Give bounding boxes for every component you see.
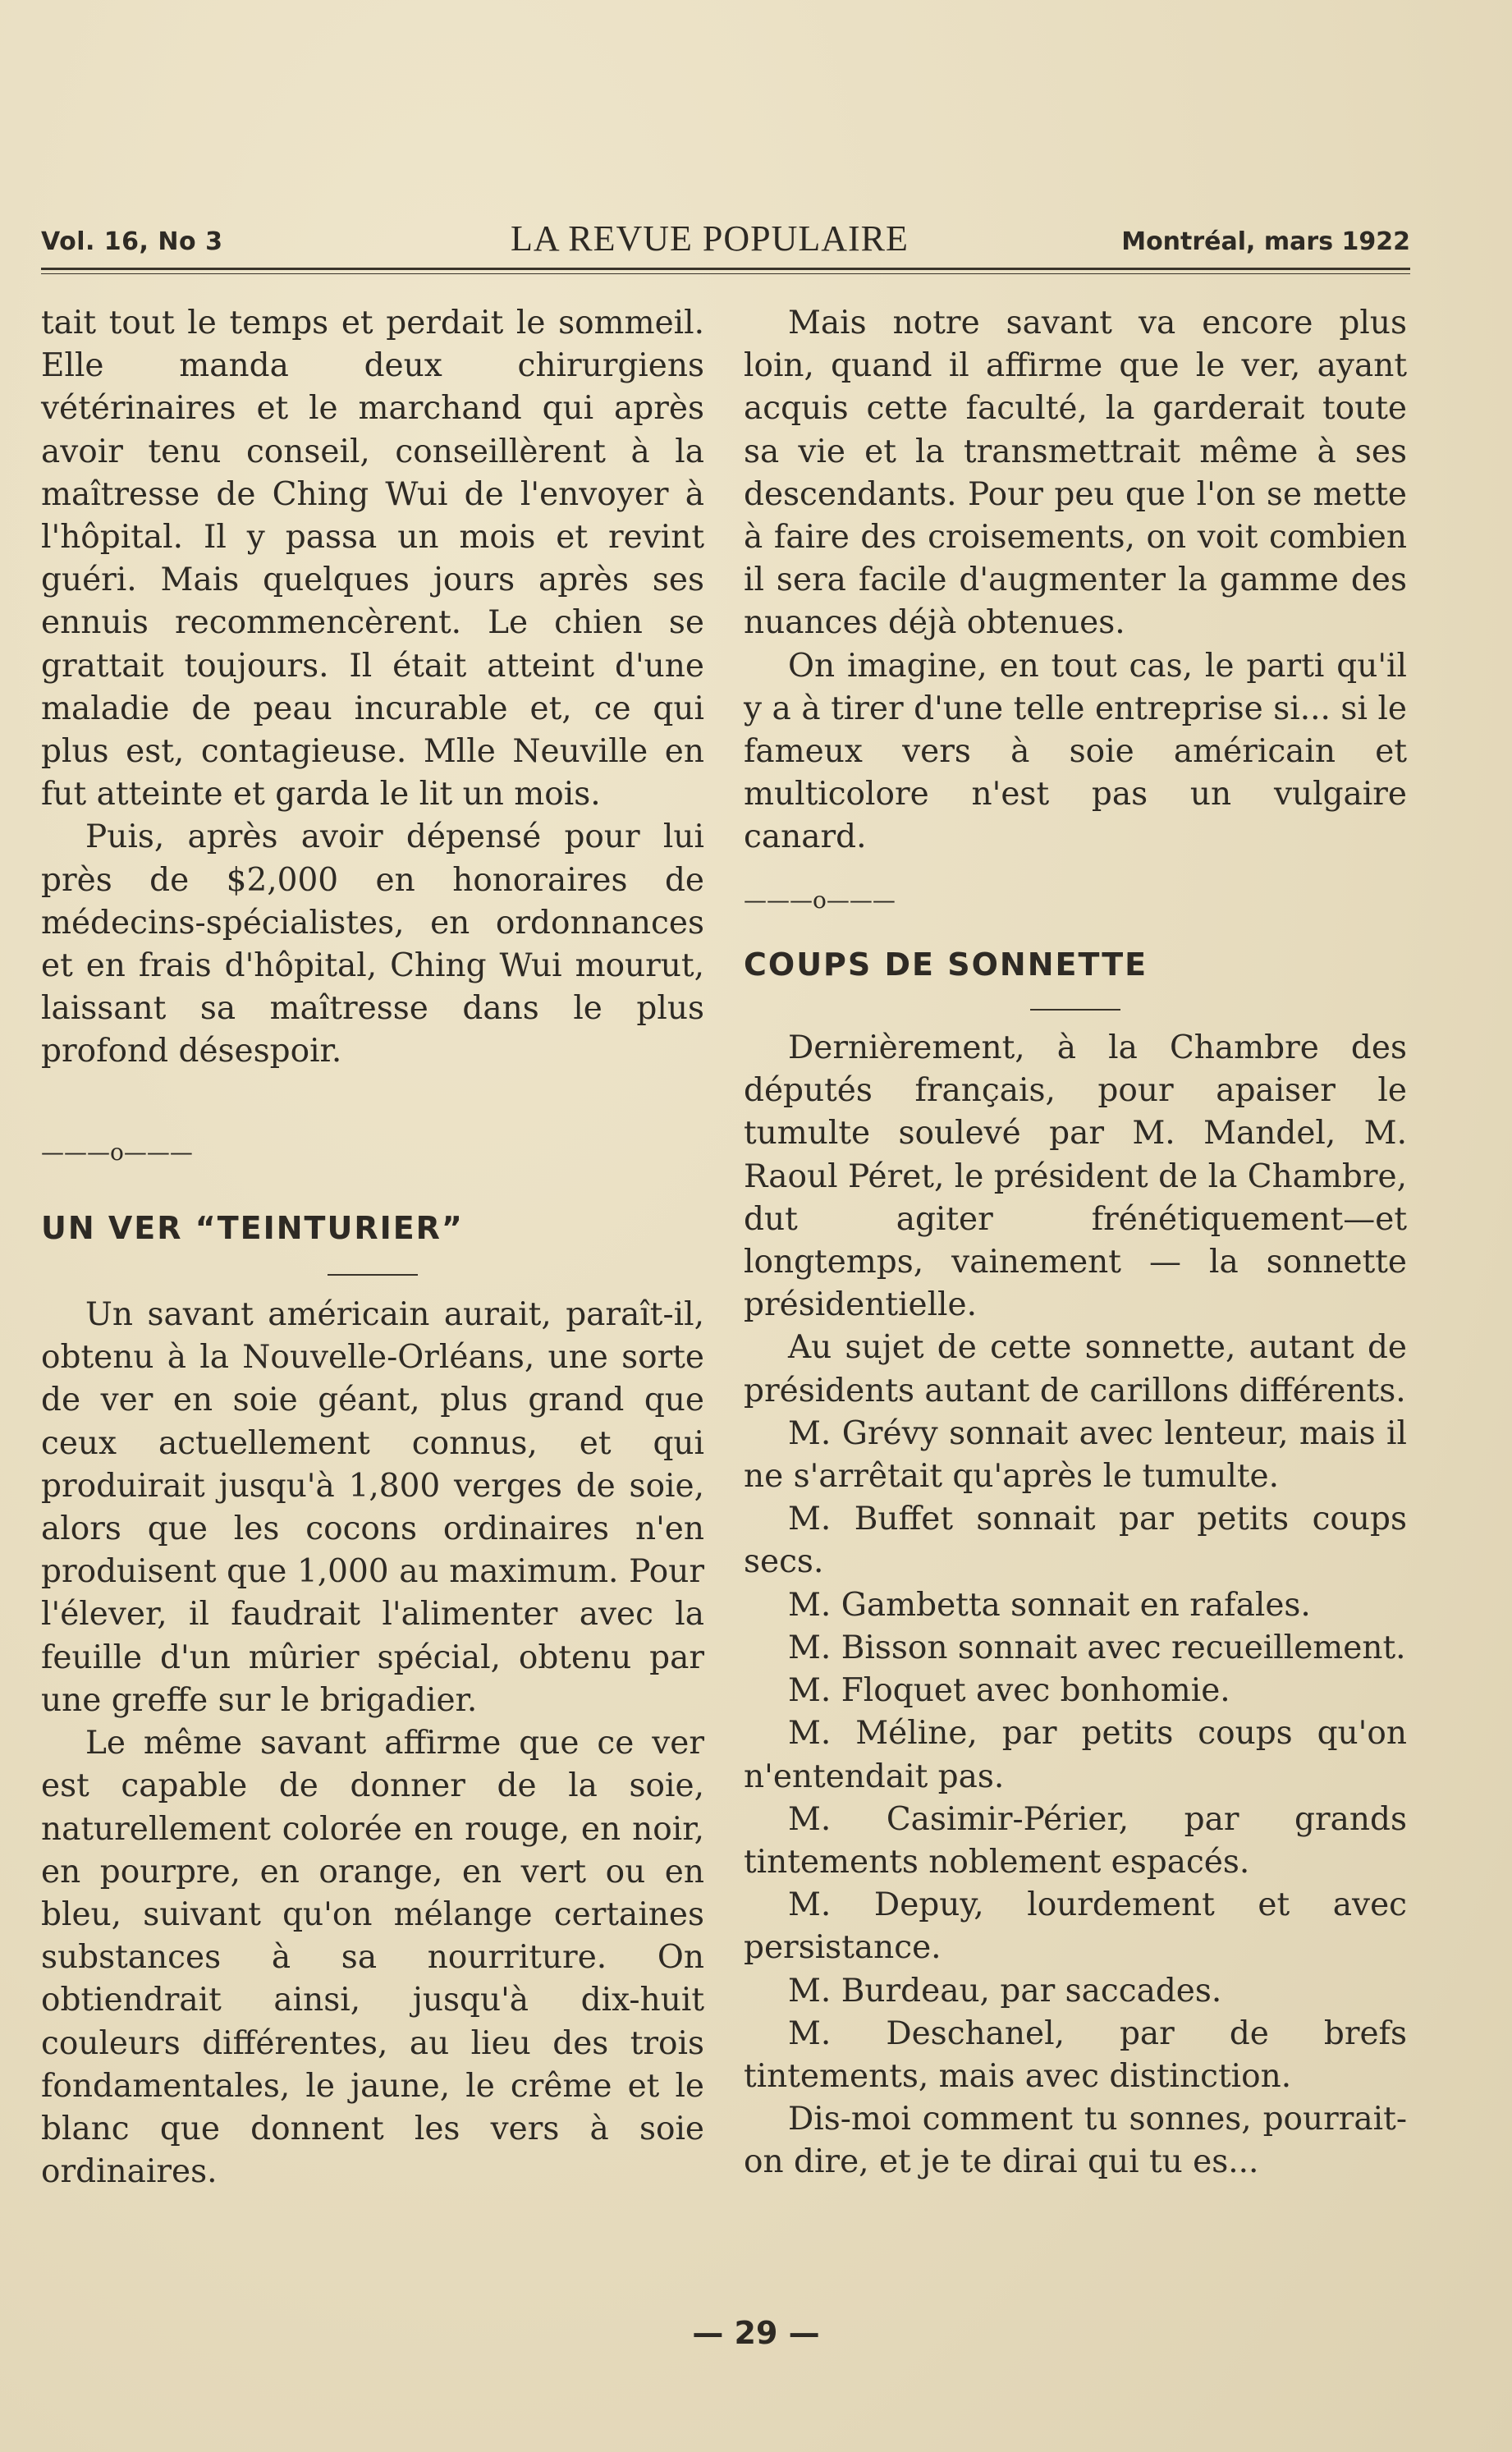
paragraph: Au sujet de cette sonnette, autant de présidents autant de carillons différents.: [744, 1329, 1407, 1409]
header-rule-thick: [41, 268, 1410, 270]
section-heading: COUPS DE SONNETTE: [744, 946, 1148, 983]
paragraph: Puis, après avoir dépensé pour lui près de $2,000 en honoraires de médecins-spécialistes, en ordonnances et en frais d'hôpital, Ching Wui mourut, laissant sa maîtresse dans le plus profond désespoir.: [41, 818, 704, 1070]
paragraph: Dernièrement, à la Chambre des députés français, pour apaiser le tumulte soulevé par M. Mandel, M. Raoul Péret, le président de la Chambre, dut agiter frénétiquement—et longtemps, vainement — la sonnette présidentielle.: [744, 1029, 1407, 1324]
paragraph: M. Deschanel, par de brefs tintements, mais avec distinction.: [744, 2014, 1407, 2095]
paragraph: M. Grévy sonnait avec lenteur, mais il ne s'arrêtait qu'après le tumulte.: [744, 1414, 1407, 1496]
left-column: [41, 302, 704, 2193]
publication-title: LA REVUE POPULAIRE: [511, 218, 909, 259]
section-divider: ———o———: [744, 886, 896, 914]
section-divider: ———o———: [41, 1138, 193, 1166]
paragraph: Mais notre savant va encore plus loin, quand il affirme que le ver, ayant acquis cette faculté, la garderait toute sa vie et la transmettrait même à ses descendants. Pour peu que l'on se mette à faire des croisements, on voit combien il sera facile d'augmenter la gamme des nuances déjà obtenues.: [744, 305, 1407, 642]
header-rule-thin: [41, 273, 1410, 274]
paragraph: M. Depuy, lourdement et avec persistance.: [744, 1886, 1407, 1967]
paragraph: M. Gambetta sonnait en rafales.: [788, 1586, 1311, 1624]
issue-date: Montréal, mars 1922: [1121, 227, 1410, 256]
paragraph: Un savant américain aurait, paraît-il, obtenu à la Nouvelle-Orléans, une sorte de ver en soie géant, plus grand que ceux actuellement connus, et qui produirait jusqu'à 1,800 verges de soie, alors que les cocons ordinaires n'en produisent que 1,000 au maximum. Pour l'élever, il faudrait l'alimenter avec la feuille d'un mûrier spécial, obtenu par une greffe sur le brigadier.: [41, 1296, 704, 1719]
page-number: — 29 —: [692, 2315, 820, 2351]
paragraph: M. Bisson sonnait avec recueillement.: [788, 1629, 1406, 1666]
paragraph: M. Méline, par petits coups qu'on n'entendait pas.: [744, 1715, 1407, 1795]
paragraph: tait tout le temps et perdait le sommeil. Elle manda deux chirurgiens vétérinaires et le marchand qui après avoir tenu conseil, conseillèrent à la maîtresse de Ching Wui de l'envoyer à l'hôpital. Il y passa un mois et revint guéri. Mais quelques jours après ses ennuis recommencèrent. Le chien se grattait toujours. Il était atteint d'une maladie de peau incurable et, ce qui plus est, contagieuse. Mlle Neuville en fut atteinte et garda le lit un mois.: [41, 305, 704, 814]
section-heading: UN VER “TEINTURIER”: [41, 1209, 464, 1246]
paragraph: Le même savant affirme que ce ver est capable de donner de la soie, naturellement colorée en rouge, en noir, en pourpre, en orange, en vert ou en bleu, suivant qu'on mélange certaines substances à sa nourriture. On obtiendrait ainsi, jusqu'à dix-huit couleurs différentes, au lieu des trois fondamentales, le jaune, le crême et le blanc que donnent les vers à soie ordinaires.: [41, 1725, 704, 2191]
paragraph: M. Casimir-Périer, par grands tintements noblement espacés.: [744, 1800, 1407, 1881]
page-header: [41, 215, 1410, 259]
paragraph: M. Burdeau, par saccades.: [788, 1972, 1222, 2010]
paragraph: Dis-moi comment tu sonnes, pourrait-on dire, et je te dirai qui tu es...: [744, 2101, 1407, 2181]
volume-number: Vol. 16, No 3: [41, 227, 223, 256]
paragraph: M. Floquet avec bonhomie.: [788, 1672, 1230, 1710]
paragraph: M. Buffet sonnait par petits coups secs.: [744, 1501, 1407, 1581]
paragraph: On imagine, en tout cas, le parti qu'il y a à tirer d'une telle entreprise si... si le fameux vers à soie américain et multicolore n'est pas un vulgaire canard.: [744, 647, 1407, 856]
right-column: [744, 302, 1407, 2184]
